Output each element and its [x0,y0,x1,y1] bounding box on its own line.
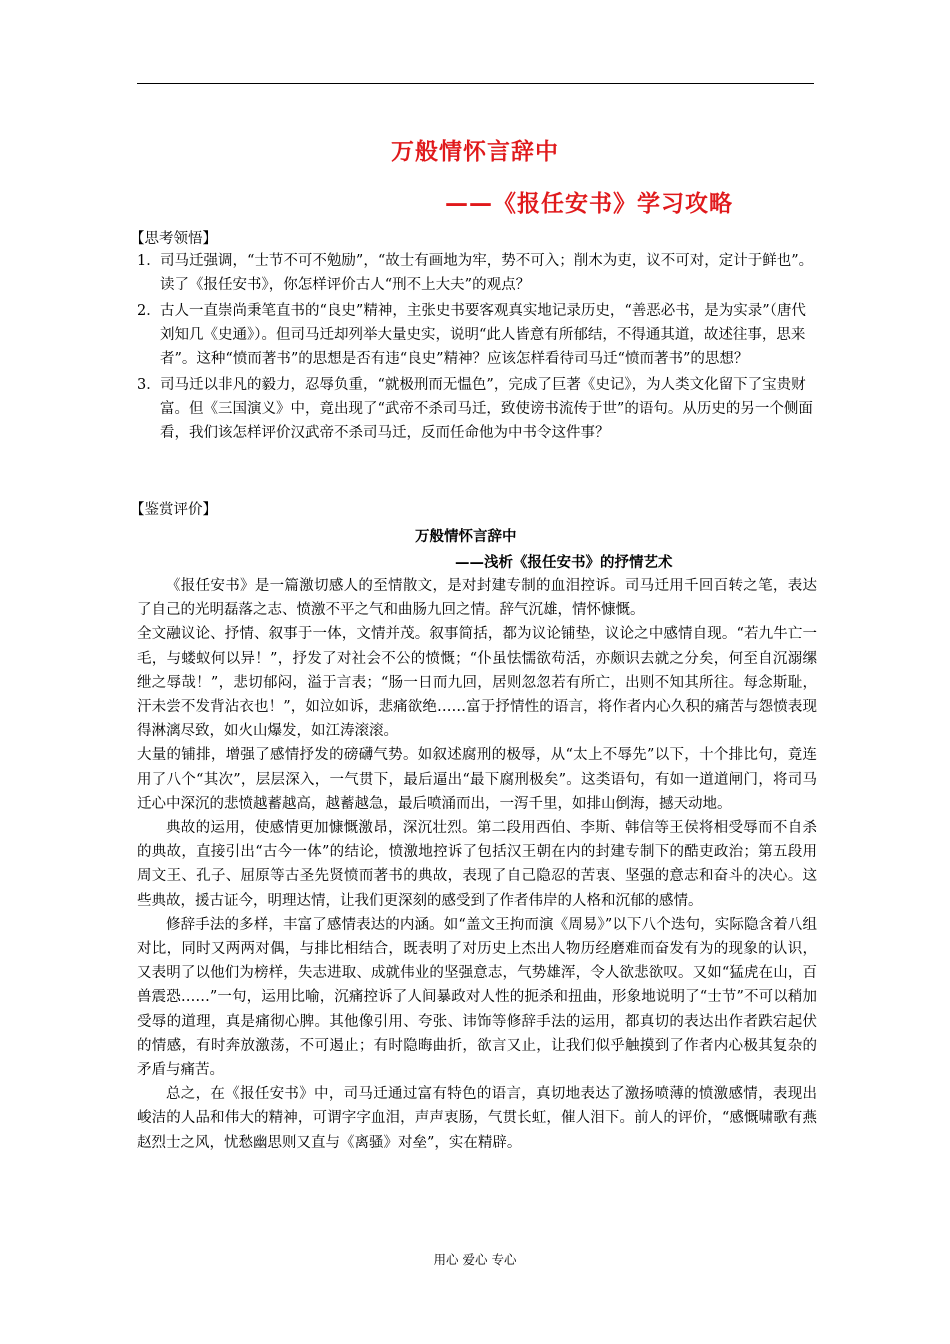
essay-subtitle: ——浅析《报任安书》的抒情艺术 [455,555,673,571]
page-subtitle: ——《报任安书》学习攻略 [445,191,733,217]
question-number: 3． [137,377,161,393]
question-text: 古人一直崇尚秉笔直书的“良史”精神，主张史书要客观真实地记录历史，“善恶必书，是为实录”（唐代刘知几《史通》）。但司马迁却列举大量史实，说明“此人皆意有所郁结，不得通其道，故述往事，思来者”。这种“愤而著书”的思想是否有违“良史”精神？应该怎样看待司马迁“愤而著书”的思想？ [160,303,806,367]
essay-paragraph: 大量的铺排，增强了感情抒发的磅礴气势。如叙述腐刑的极辱，从“太上不辱先”以下，十个排比句，竟连用了八个“其次”，层层深入，一气贯下，最后逼出“最下腐刑极矣”。这类语句，有如一道道闸门，将司马迁心中深沉的悲愤越蓄越高，越蓄越急，最后喷涌而出，一泻千里，如排山倒海，撼天动地。 [137,747,817,812]
essay-paragraph: 全文融议论、抒情、叙事于一体，文情并茂。叙事简括，都为议论铺垫，议论之中感情自现。“若九牛亡一毛，与蝼蚁何以异！”，抒发了对社会不公的愤慨；“仆虽怯懦欲苟活，亦颇识去就之分矣，何至自沉溺缧绁之辱哉！”，悲切郁闷，溢于言表；“肠一日而九回，居则忽忽若有所亡，出则不知其所往。每念斯耻，汗未尝不发背沾衣也！”，如泣如诉，悲痛欲绝……富于抒情性的语言，将作者内心久积的痛苦与怨愤表现得淋漓尽致，如火山爆发，如江涛滚滚。 [137,626,817,740]
essay-paragraph: 《报任安书》是一篇激切感人的至情散文，是对封建专制的血泪控诉。司马迁用千回百转之笔，表达了自己的光明磊落之志、愤激不平之气和曲肠九回之情。辞气沉雄，情怀慷慨。 [137,578,817,619]
question-item [137,373,817,445]
question-text: 司马迁以非凡的毅力，忍辱负重，“就极刑而无愠色”，完成了巨著《史记》，为人类文化留下了宝贵财富。但《三国演义》中，竟出现了“武帝不杀司马迁，致使谤书流传于世”的语句。从历史的另一个侧面看，我们该怎样评价汉武帝不杀司马迁，反而任命他为中书令这件事？ [160,377,813,441]
page-title: 万般情怀言辞中 [391,139,559,165]
essay-title: 万般情怀言辞中 [415,529,517,545]
question-item [137,299,817,371]
essay-body [137,574,817,1155]
question-list [137,249,817,447]
question-number: 1． [137,253,161,269]
page-footer: 用心 爱心 专心 [433,1252,517,1267]
question-item [137,249,817,297]
essay-paragraph: 总之，在《报任安书》中，司马迁通过富有特色的语言，真切地表达了激扬喷薄的愤激感情，表现出峻洁的人品和伟大的精神，可谓字字血泪，声声衷肠，气贯长虹，催人泪下。前人的评价，“感慨啸歌有燕赵烈士之风，忧愁幽思则又直与《离骚》对垒”，实在精辟。 [137,1086,817,1151]
question-number: 2． [137,303,161,319]
question-text: 司马迁强调，“士节不可不勉励”，“故士有画地为牢，势不可入；削木为吏，议不可对，定计于鲜也”。读了《报任安书》，你怎样评价古人“刑不上大夫”的观点？ [160,253,814,293]
section-heading-appreciation: 【鉴赏评价】 [130,502,217,518]
section-heading-thinking: 【思考领悟】 [130,231,217,247]
essay-paragraph: 修辞手法的多样，丰富了感情表达的内涵。如“盖文王拘而演《周易》”以下八个迭句，实际隐含着八组对比，同时又两两对偶，与排比相结合，既表明了对历史上杰出人物历经磨难而奋发有为的现象的认识，又表明了以他们为榜样，失志进取、成就伟业的坚强意志，气势雄浑，令人欲悲欲叹。又如“猛虎在山，百兽震恐……”一句，运用比喻，沉痛控诉了人间暴政对人性的扼杀和扭曲，形象地说明了“士节”不可以稍加受辱的道理，真是痛彻心脾。其他像引用、夸张、讳饰等修辞手法的运用，都真切的表达出作者跌宕起伏的情感，有时奔放激荡，不可遏止；有时隐晦曲折，欲言又止，让我们似乎触摸到了作者内心极其复杂的矛盾与痛苦。 [137,916,817,1079]
essay-paragraph: 典故的运用，使感情更加慷慨激昂，深沉壮烈。第二段用西伯、李斯、韩信等王侯将相受辱而不自杀的典故，直接引出“古今一体”的结论，愤激地控诉了包括汉王朝在内的封建专制下的酷吏政治；第五段用周文王、孔子、屈原等古圣先贤愤而著书的典故，表现了自己隐忍的苦衷、坚强的意志和奋斗的决心。这些典故，援古证今，明理达情，让我们更深刻的感受到了作者伟岸的人格和沉郁的感情。 [137,820,817,909]
header-rule [137,83,814,84]
